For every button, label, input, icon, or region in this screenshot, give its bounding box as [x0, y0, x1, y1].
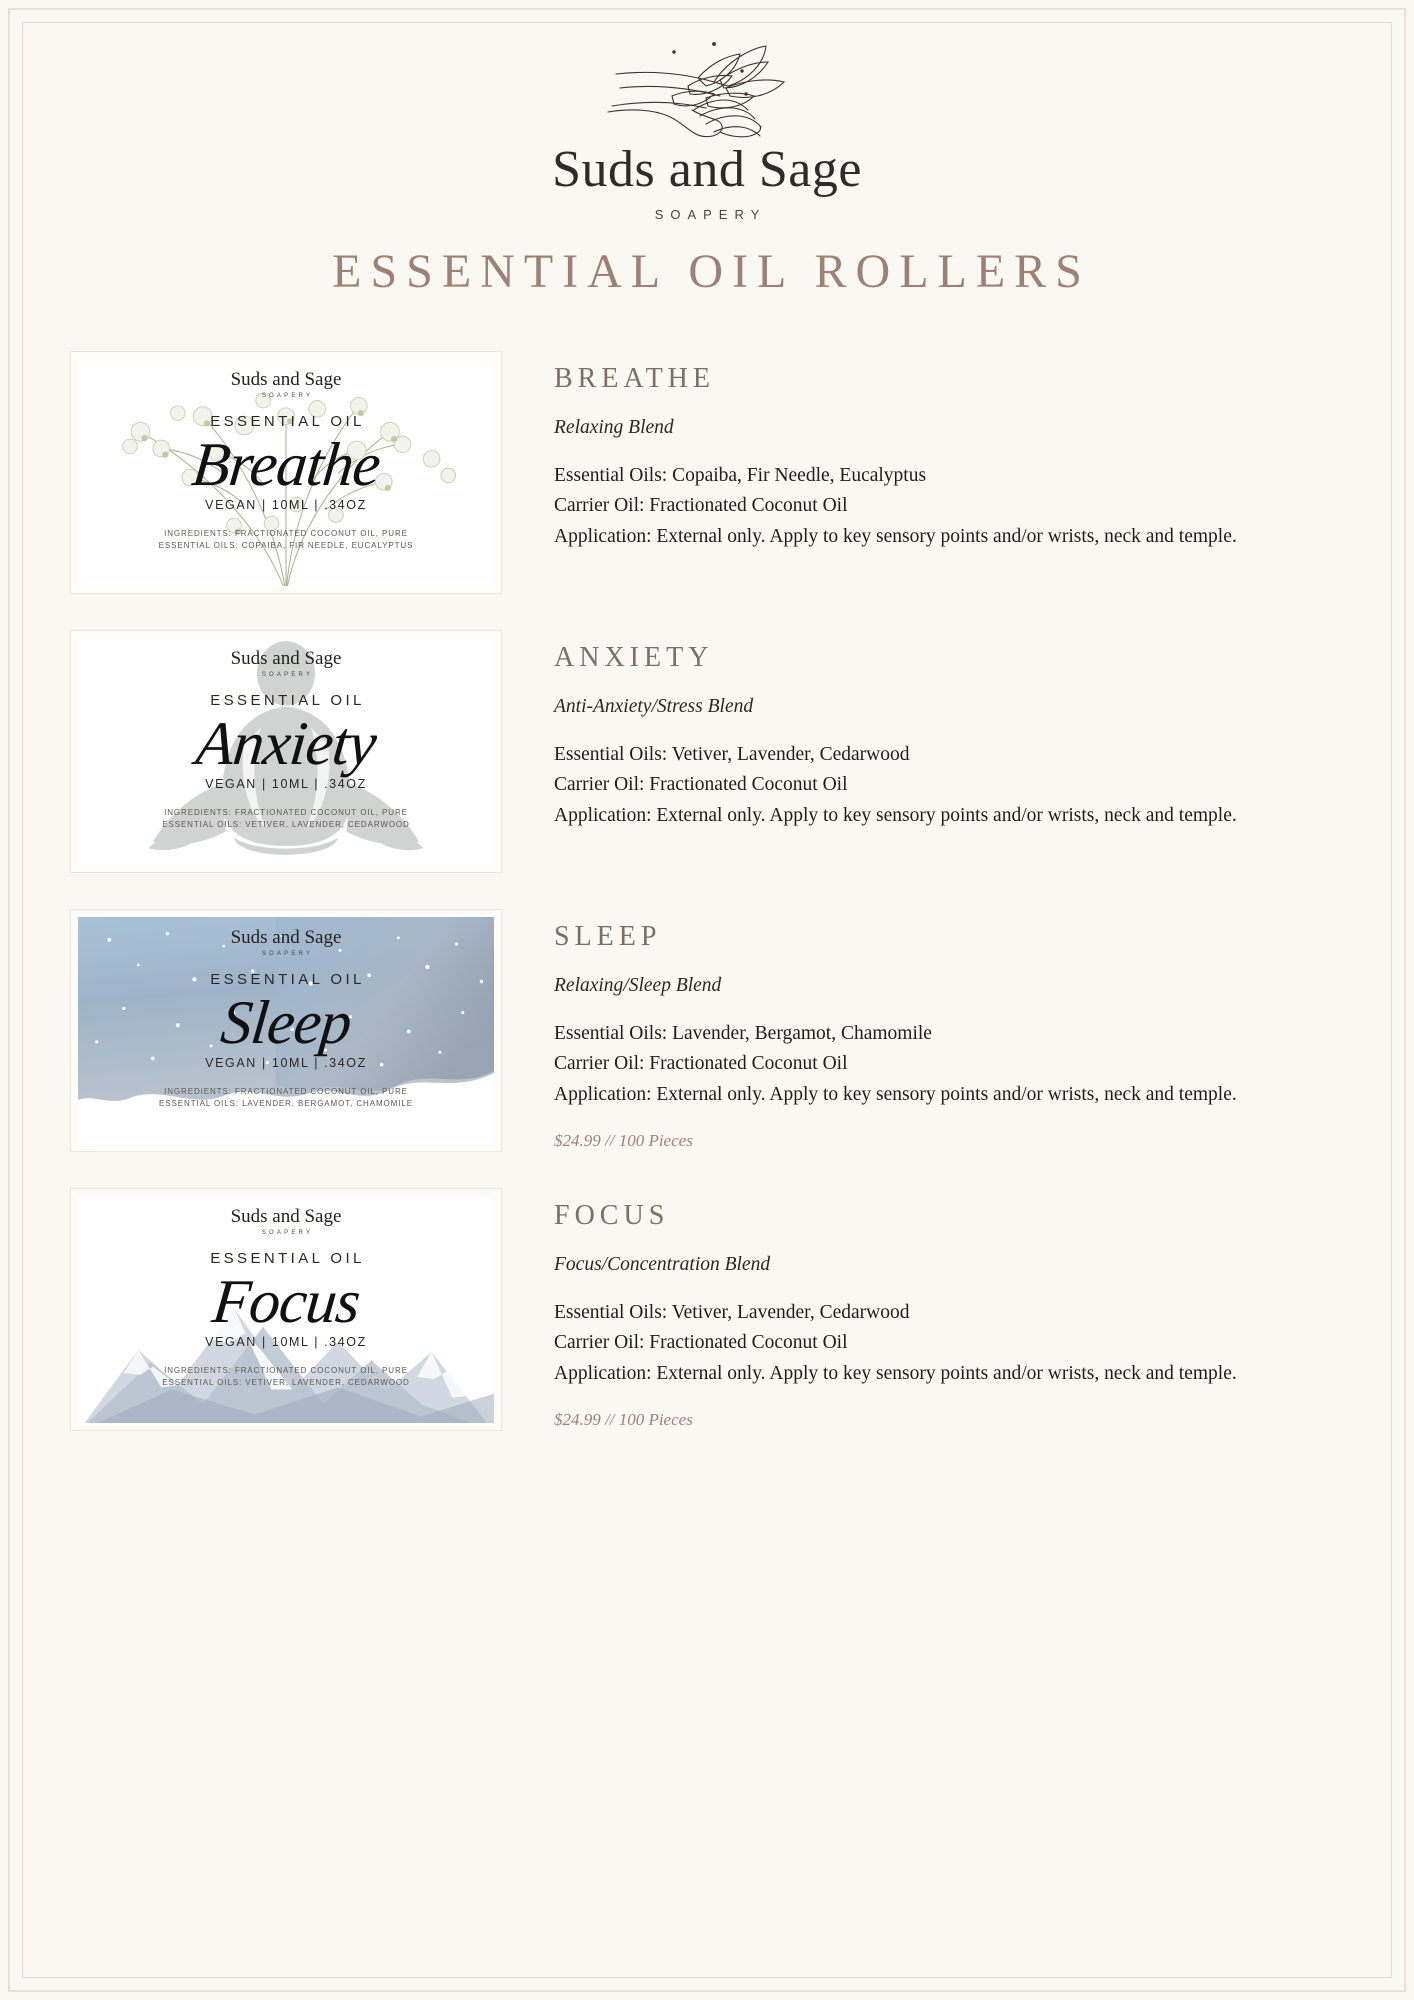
product-blend: Relaxing/Sleep Blend [554, 974, 722, 996]
product-description [554, 461, 1344, 553]
label-ingredients-line1: INGREDIENTS: FRACTIONATED COCONUT OIL, PURE [164, 1086, 408, 1096]
label-ingredients-line2: ESSENTIAL OILS: VETIVER, LAVENDER, CEDARWOOD [162, 819, 410, 829]
decor-dot [712, 42, 716, 46]
label-category: ESSENTIAL OIL [210, 691, 365, 709]
label-ingredients-line1: INGREDIENTS: FRACTIONATED COCONUT OIL, PURE [164, 807, 408, 817]
decor-dot [744, 92, 747, 95]
product-row [70, 909, 1344, 1152]
product-info [502, 630, 1344, 832]
label-text-block [78, 359, 494, 586]
label-brand: Suds and Sage [230, 1205, 342, 1227]
product-row [70, 351, 1344, 594]
product-label-card [70, 351, 502, 594]
product-row [70, 630, 1344, 873]
label-script-name: Breathe [188, 430, 384, 499]
label-brand-sub: SOAPERY [261, 1229, 314, 1236]
product-price: $24.99 // 100 Pieces [554, 1409, 693, 1429]
product-price: $24.99 // 100 Pieces [554, 1130, 693, 1150]
label-brand: Suds and Sage [230, 647, 342, 669]
product-label-sleep [78, 917, 494, 1144]
label-text-block [78, 1196, 494, 1423]
label-brand: Suds and Sage [230, 368, 342, 390]
decor-dot [672, 50, 675, 53]
label-ingredients-line1: INGREDIENTS: FRACTIONATED COCONUT OIL, PURE [164, 1365, 408, 1375]
brand-header [70, 36, 1344, 222]
product-name: SLEEP [554, 920, 662, 952]
product-label-card [70, 1188, 502, 1431]
product-carrier-oil: Carrier Oil: Fractionated Coconut Oil [554, 1053, 848, 1075]
product-name: ANXIETY [554, 641, 714, 673]
product-carrier-oil: Carrier Oil: Fractionated Coconut Oil [554, 495, 848, 517]
product-list [70, 351, 1344, 1431]
brand-tagline: SOAPERY [654, 206, 767, 222]
label-category: ESSENTIAL OIL [210, 412, 365, 430]
product-description [554, 1019, 1344, 1111]
label-brand-sub: SOAPERY [261, 392, 314, 399]
label-ingredients-line1: INGREDIENTS: FRACTIONATED COCONUT OIL, PURE [164, 528, 408, 538]
label-ingredients [78, 1086, 494, 1111]
hands-holding-leaves-icon [602, 36, 812, 141]
product-carrier-oil: Carrier Oil: Fractionated Coconut Oil [554, 1332, 848, 1354]
product-info [502, 351, 1344, 553]
product-blend: Relaxing Blend [554, 416, 674, 438]
label-brand: Suds and Sage [230, 926, 342, 948]
brand-name: Suds and Sage [552, 141, 862, 198]
label-ingredients [78, 528, 494, 553]
label-category: ESSENTIAL OIL [210, 970, 365, 988]
page-title: ESSENTIAL OIL ROLLERS [332, 244, 1091, 298]
label-ingredients [78, 1365, 494, 1390]
label-specs: VEGAN | 10ML | .34OZ [205, 1055, 367, 1070]
product-label-anxiety [78, 638, 494, 865]
label-text-block [78, 917, 494, 1144]
product-name: FOCUS [554, 1199, 670, 1231]
product-name: BREATHE [554, 362, 715, 394]
product-application: Application: External only. Apply to key sensory points and/or wrists, neck and temple. [554, 1363, 1237, 1385]
label-ingredients-line2: ESSENTIAL OILS: COPAIBA, FIR NEEDLE, EUCALYPTUS [158, 540, 414, 550]
product-carrier-oil: Carrier Oil: Fractionated Coconut Oil [554, 774, 848, 796]
product-description [554, 1298, 1344, 1390]
product-description [554, 740, 1344, 832]
label-script-name: Anxiety [192, 709, 380, 778]
product-essential-oils: Essential Oils: Vetiver, Lavender, Cedarwood [554, 743, 910, 765]
label-ingredients-line2: ESSENTIAL OILS: VETIVER, LAVENDER, CEDARWOOD [162, 1377, 410, 1387]
product-info [502, 909, 1344, 1151]
label-script-name: Sleep [217, 988, 355, 1057]
label-brand-sub: SOAPERY [261, 950, 314, 957]
label-specs: VEGAN | 10ML | .34OZ [205, 776, 367, 791]
product-label-card [70, 909, 502, 1152]
label-ingredients [78, 807, 494, 832]
product-info [502, 1188, 1344, 1430]
product-blend: Anti-Anxiety/Stress Blend [554, 695, 754, 717]
product-row [70, 1188, 1344, 1431]
product-label-focus [78, 1196, 494, 1423]
product-application: Application: External only. Apply to key sensory points and/or wrists, neck and temple. [554, 526, 1237, 548]
label-script-name: Focus [209, 1267, 363, 1336]
product-essential-oils: Essential Oils: Vetiver, Lavender, Cedarwood [554, 1301, 910, 1323]
product-essential-oils: Essential Oils: Lavender, Bergamot, Chamomile [554, 1022, 932, 1044]
label-specs: VEGAN | 10ML | .34OZ [205, 497, 367, 512]
product-label-breathe [78, 359, 494, 586]
label-text-block [78, 638, 494, 865]
label-brand-sub: SOAPERY [261, 671, 314, 678]
label-specs: VEGAN | 10ML | .34OZ [205, 1334, 367, 1349]
label-category: ESSENTIAL OIL [210, 1249, 365, 1267]
decor-dot [740, 69, 743, 72]
product-application: Application: External only. Apply to key sensory points and/or wrists, neck and temple. [554, 805, 1237, 827]
product-essential-oils: Essential Oils: Copaiba, Fir Needle, Eucalyptus [554, 464, 927, 486]
page-content [10, 10, 1404, 1990]
label-ingredients-line2: ESSENTIAL OILS: LAVENDER, BERGAMOT, CHAMOMILE [159, 1098, 413, 1108]
product-application: Application: External only. Apply to key sensory points and/or wrists, neck and temple. [554, 1084, 1237, 1106]
product-label-card [70, 630, 502, 873]
product-blend: Focus/Concentration Blend [554, 1253, 771, 1275]
